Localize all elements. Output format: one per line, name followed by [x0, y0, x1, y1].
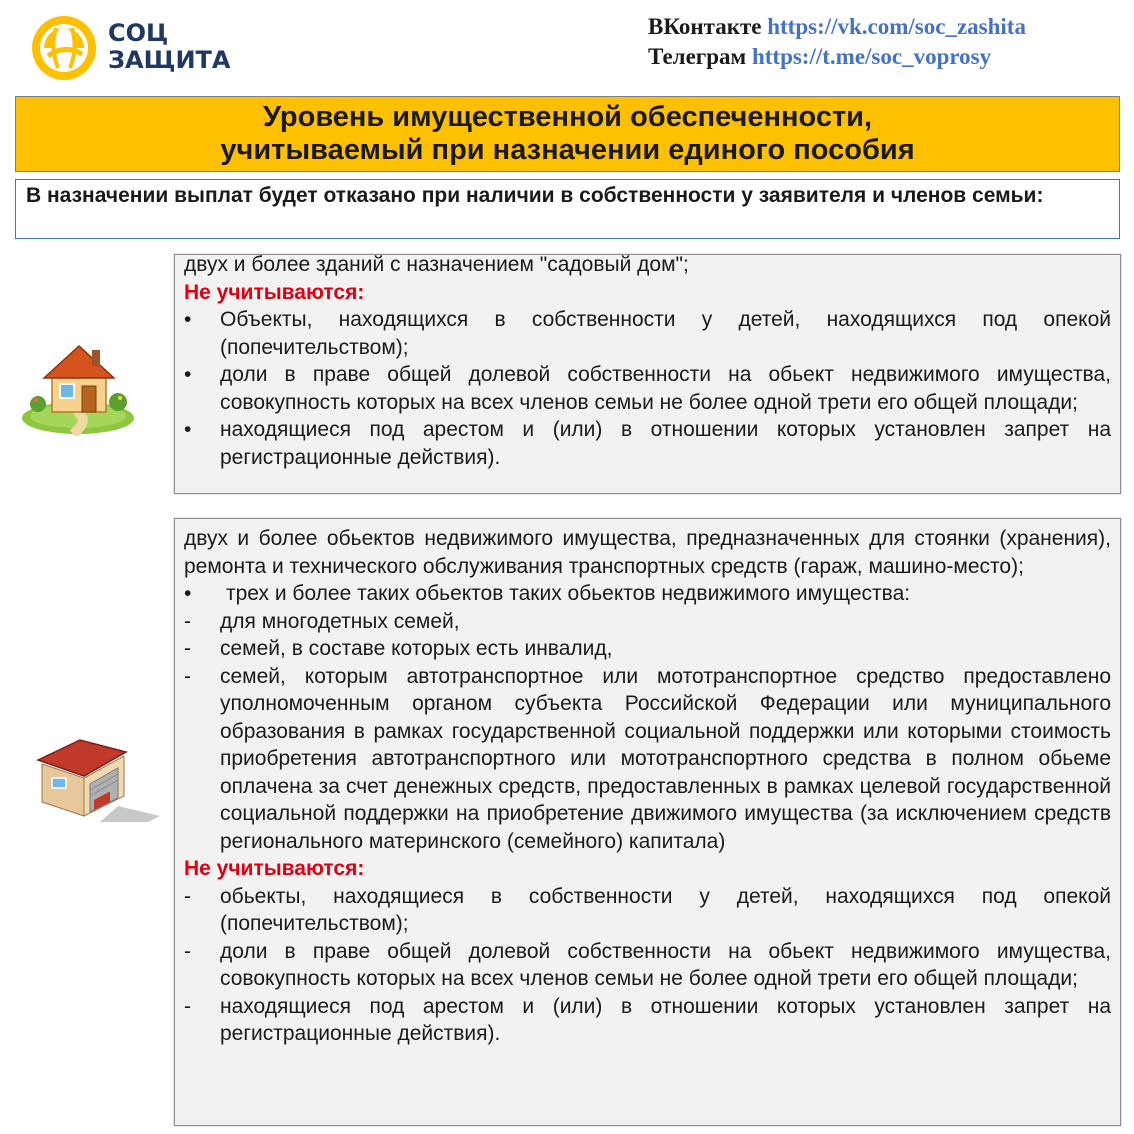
- house-icon: [18, 330, 138, 436]
- list-item-text: обьекты, находящиеся в собственности у детей, находящихся под опекой (попечительством);: [220, 884, 1111, 935]
- dash-marker: -: [184, 609, 191, 633]
- garage-box: [174, 518, 1121, 1126]
- not-counted-heading-2: Не учитываются:: [184, 857, 365, 880]
- refusal-statement: В назначении выплат будет отказано при наличии в собственности у заявителя и членов семьи:: [15, 179, 1120, 239]
- list-item: [184, 608, 1111, 636]
- vk-label: ВКонтакте: [648, 14, 762, 39]
- list-item-text: семей, в составе которых есть инвалид,: [220, 637, 613, 660]
- list-item-text: находящиеся под арестом и (или) в отношении которых установлен запрет на регистрационные действия).: [220, 994, 1111, 1045]
- logo-line-2: ЗАЩИТА: [108, 46, 231, 74]
- list-item-text: семей, которым автотранспортное или мототранспортное средство предоставлено уполномоченным органом субъекта Российской Федерации или муниципального образования в рамках государственной социальной поддержки или которыми стоимость приобретения автотранспортного или мототранспортного средства в полном обьеме оплачена за счет денежных средств, предоставленных в рамках целевой государственной социальной поддержки на приобретение движимого имущества (за исключением средств регионального материнского (семейного) капитала): [220, 664, 1111, 853]
- bullet-marker: •: [184, 363, 192, 386]
- list-item-text: Объекты, находящихся в собственности у детей, находящихся под опекой (попечительством);: [220, 308, 1111, 359]
- title-line-1: Уровень имущественной обеспеченности,: [262, 101, 873, 133]
- vk-link[interactable]: https://vk.com/soc_zashita: [767, 14, 1026, 39]
- bullet-marker: •: [184, 582, 192, 605]
- title-line-2: учитываемый при назначении единого пособия: [220, 134, 915, 166]
- list-item-text: для многодетных семей,: [220, 609, 460, 633]
- telegram-contact: [648, 42, 1026, 72]
- list-item: [184, 580, 1111, 608]
- list-item-text: находящиеся под арестом и (или) в отношении которых установлен запрет на регистрационные действия).: [220, 418, 1111, 469]
- list-item: [184, 416, 1111, 471]
- list-item-text: доли в праве общей долевой собственности на обьект недвижимого имущества, совокупность которых на всех членов семьи не более одной трети его общей площади;: [220, 363, 1111, 414]
- list-item: [184, 993, 1111, 1048]
- list-item: [184, 938, 1111, 993]
- list-item: [184, 663, 1111, 856]
- not-counted-heading-1: Не учитываются:: [184, 280, 365, 304]
- contacts: [648, 12, 1026, 72]
- logo-text: [108, 20, 230, 74]
- list-item-text: доли в праве общей долевой собственности на обьект недвижимого имущества, совокупность которых на всех членов семьи не более одной трети его общей площади;: [220, 939, 1111, 990]
- garage-icon: [30, 730, 160, 830]
- dash-marker: -: [184, 939, 191, 963]
- garden-house-box: [174, 254, 1121, 494]
- bullet-marker: •: [184, 418, 192, 441]
- garage-lead: двух и более обьектов недвижимого имущества, предназначенных для стоянки (хранения), ремонта и технического обслуживания транспортных средств (гараж, машино-место);: [184, 527, 1111, 578]
- list-item: [184, 883, 1111, 938]
- list-item: [184, 635, 1111, 663]
- page-title: [15, 96, 1120, 172]
- dash-marker: -: [184, 884, 191, 908]
- list-item-text: трех и более таких обьектов таких обьектов недвижимого имущества:: [226, 582, 911, 605]
- dash-marker: -: [184, 664, 191, 688]
- list-item: [184, 306, 1111, 361]
- telegram-label: Телеграм: [648, 44, 747, 69]
- globe-logo-icon: [30, 14, 98, 82]
- logo-line-1: СОЦ: [108, 19, 169, 47]
- telegram-link[interactable]: https://t.me/soc_voprosy: [751, 44, 992, 69]
- dash-marker: -: [184, 637, 191, 660]
- vk-contact: [648, 12, 1026, 42]
- garden-house-lead: двух и более зданий с назначением "садовый дом";: [184, 254, 689, 276]
- logo: [30, 12, 240, 84]
- dash-marker: -: [184, 994, 191, 1018]
- list-item: [184, 361, 1111, 416]
- bullet-marker: •: [184, 308, 192, 331]
